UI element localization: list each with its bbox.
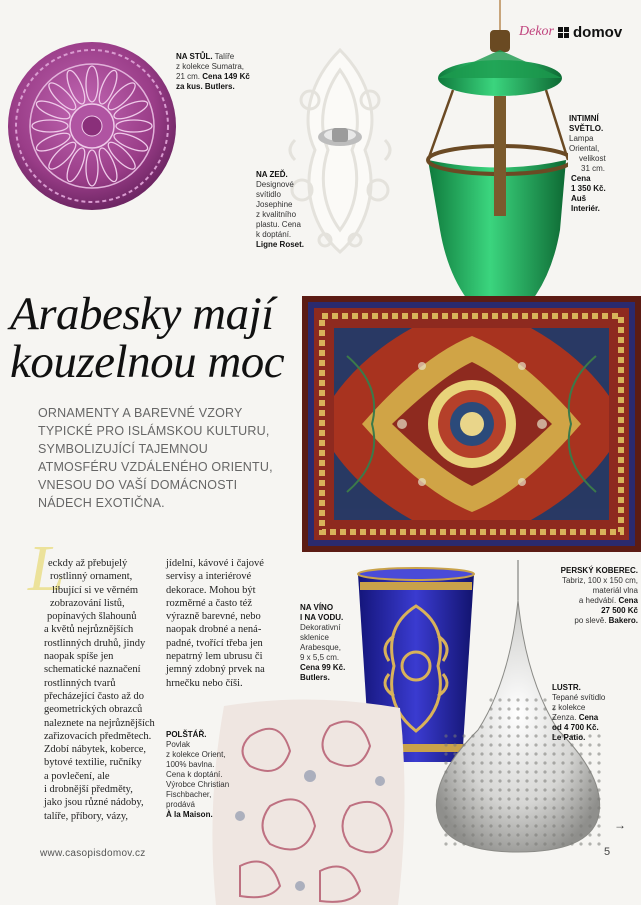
caption-intimni-l1: Oriental, — [569, 144, 600, 153]
caption-na-stul-l1: z kolekce Sumatra, — [176, 62, 245, 71]
caption-persky-l1: materiál vlna — [592, 586, 638, 595]
col1-l3: zobrazování listů, — [50, 597, 125, 609]
caption-lustr-price2: od 4 700 Kč. — [552, 723, 599, 732]
caption-na-zed-l2: Josephine — [256, 200, 293, 209]
caption-lustr-title: LUSTR. — [552, 683, 581, 692]
caption-na-vino — [300, 603, 362, 683]
plate-image — [6, 40, 178, 212]
caption-lustr-l0: Tepané svítidlo — [552, 693, 606, 702]
caption-na-vino-price: Cena 99 Kč. — [300, 663, 346, 672]
col2-l4: výrazně barevné, nebo — [166, 611, 261, 623]
caption-lustr-l2: Zenza. — [552, 713, 579, 722]
caption-polstar-l5: Fischbacher, — [166, 790, 212, 799]
page-number: 5 — [604, 846, 611, 858]
col1-l16: a povlečení, ale — [44, 770, 110, 782]
col1-l8: schematické naznačení — [44, 664, 141, 676]
col1-l1: rostlinný ornament, — [50, 571, 133, 583]
col1-l18: jako jsou různé nádoby, — [44, 797, 144, 809]
col1-l13: zařizovacích předmětech. — [44, 730, 152, 742]
caption-na-vino-l0: Dekorativní — [300, 623, 341, 632]
caption-na-vino-shop: Butlers. — [300, 673, 330, 682]
lead-l4: VNESOU DO VAŠÍ DOMÁCNOSTI — [38, 478, 238, 492]
lead-l1: TYPICKÉ PRO ISLÁMSKOU KULTURU, — [38, 424, 270, 438]
lead-l3: ATMOSFÉRU VZDÁLENÉHO ORIENTU, — [38, 460, 273, 474]
caption-na-zed-l4: plastu. Cena — [256, 220, 301, 229]
col2-l2: dekorace. Mohou být — [166, 584, 256, 596]
caption-persky-tail: po slevě. — [574, 616, 609, 625]
caption-persky-price2: 27 500 Kč — [601, 606, 638, 615]
col2-l5: naopak drobné a nená- — [166, 624, 262, 636]
caption-polstar-l0: Povlak — [166, 740, 191, 749]
caption-na-vino-title2: I NA VODU. — [300, 613, 344, 622]
lead-l2: SYMBOLIZUJÍCÍ TAJEMNOU — [38, 442, 208, 456]
col1-l6: rostlinných druhů, jindy — [44, 637, 146, 649]
col1-l14: Zdobí nábytek, koberce, — [44, 744, 147, 756]
headline — [10, 290, 310, 386]
caption-persky-shop: Bakero. — [608, 616, 638, 625]
body-column-1 — [44, 557, 164, 823]
caption-polstar-l1: z kolekce Orient, — [166, 750, 226, 759]
caption-lustr-price1: Cena — [578, 713, 599, 722]
brand-section: Dekor — [519, 24, 554, 39]
col1-l19: talíře, příbory, vázy, — [44, 810, 129, 822]
caption-na-zed-l0: Designové — [256, 180, 294, 189]
col1-l9: rostlinných tvarů — [44, 677, 116, 689]
caption-persky-price1: Cena — [618, 596, 638, 605]
caption-na-vino-l1: sklenice — [300, 633, 329, 642]
caption-intimni — [569, 114, 639, 214]
col2-l7: nepatrný lem ubrusu či — [166, 651, 263, 663]
footer-url[interactable]: www.casopisdomov.cz — [40, 848, 146, 859]
col1-l12: naleznete na nejrůznějších — [44, 717, 155, 729]
caption-intimni-shop2: Interiér. — [571, 204, 600, 213]
col2-l0: jídelní, kávové i čajové — [166, 558, 264, 569]
caption-intimni-l3: 31 cm. — [581, 164, 606, 173]
caption-intimni-price2: 1 350 Kč. — [571, 184, 606, 193]
caption-intimni-l0: Lampa — [569, 134, 594, 143]
caption-intimni-title1: INTIMNÍ — [569, 114, 599, 123]
green-lamp-image — [398, 0, 568, 345]
caption-na-zed-l1: svítidlo — [256, 190, 281, 199]
col1-l15: bytové textilie, ručníky — [44, 757, 142, 769]
col1-l5: a květů nejrůznějších — [44, 624, 134, 636]
caption-persky-l0: Tabriz, 100 x 150 cm, — [561, 576, 638, 585]
caption-lustr-l1: z kolekce — [552, 703, 586, 712]
col2-l6: padné, tvořící třeba jen — [166, 637, 263, 649]
caption-intimni-shop1: Auš — [571, 194, 587, 203]
next-arrow-icon: → — [614, 818, 626, 832]
caption-na-vino-title1: NA VÍNO — [300, 603, 334, 612]
caption-intimni-l2: velikost — [579, 154, 606, 163]
col1-l10: přecházející často až do — [44, 690, 144, 702]
caption-na-vino-l3: 9 x 5,5 cm. — [300, 653, 340, 662]
brand-name: domov — [573, 23, 623, 41]
body-column-2 — [166, 557, 294, 690]
col1-l4: popínavých šlahounů — [47, 611, 137, 623]
col1-l11: geometrických obrazců — [44, 704, 143, 716]
caption-na-zed — [256, 170, 318, 250]
caption-persky-title: PERSKÝ KOBEREC. — [560, 566, 638, 575]
caption-polstar-l3: Cena k doptání. — [166, 770, 223, 779]
caption-polstar — [166, 730, 248, 820]
col1-l17: i drobnější předměty, — [44, 784, 133, 796]
col2-l9: hrnečku nebo číši. — [166, 677, 243, 689]
caption-na-zed-shop: Ligne Roset. — [256, 240, 305, 249]
col2-l8: jemný zdobný prvek na — [166, 664, 265, 676]
lead-l0: ORNAMENTY A BAREVNÉ VZORY — [38, 406, 243, 420]
col2-l1: servisy a interiérové — [166, 571, 252, 583]
caption-na-stul-l2: 21 cm. — [176, 72, 203, 81]
caption-intimni-price1: Cena — [571, 174, 591, 183]
caption-lustr — [552, 683, 638, 743]
caption-persky-l2: a hedvábí. — [578, 596, 619, 605]
caption-na-stul-tail: za kus. Butlers. — [176, 82, 235, 91]
col2-l3: rozměrné a často též — [166, 597, 252, 609]
headline-line1: Arabesky mají — [10, 288, 274, 340]
caption-polstar-l6: prodává — [166, 800, 195, 809]
headline-line2: kouzelnou moc — [10, 336, 285, 388]
caption-polstar-l4: Výrobce Christian — [166, 780, 230, 789]
caption-na-stul-l0: Talíře — [214, 52, 235, 61]
caption-intimni-title2: SVĚTLO. — [569, 124, 604, 133]
caption-na-stul — [176, 52, 256, 92]
caption-na-zed-title: NA ZEĎ. — [256, 170, 288, 179]
caption-na-zed-l5: k doptání. — [256, 230, 292, 239]
caption-na-zed-l3: z kvalitního — [256, 210, 297, 219]
caption-na-stul-title: NA STŮL. — [176, 52, 213, 61]
persian-rug-image — [302, 296, 641, 552]
col1-l2: libující si ve věrném — [52, 584, 139, 596]
caption-lustr-shop: Le Patio. — [552, 733, 586, 742]
col1-l0: eckdy až přebujelý — [48, 558, 128, 569]
drop-cap: L — [28, 532, 65, 605]
col1-l7: naopak spíše jen — [44, 651, 114, 663]
caption-na-vino-l2: Arabesque, — [300, 643, 341, 652]
caption-na-stul-price: Cena 149 Kč — [202, 72, 250, 81]
caption-polstar-l2: 100% bavlna. — [166, 760, 215, 769]
lead-text — [38, 404, 300, 512]
lead-l5: NÁDECH EXOTIČNA. — [38, 496, 165, 510]
caption-polstar-shop: À la Maison. — [166, 810, 213, 819]
caption-polstar-title: POLŠTÁŘ. — [166, 730, 207, 739]
